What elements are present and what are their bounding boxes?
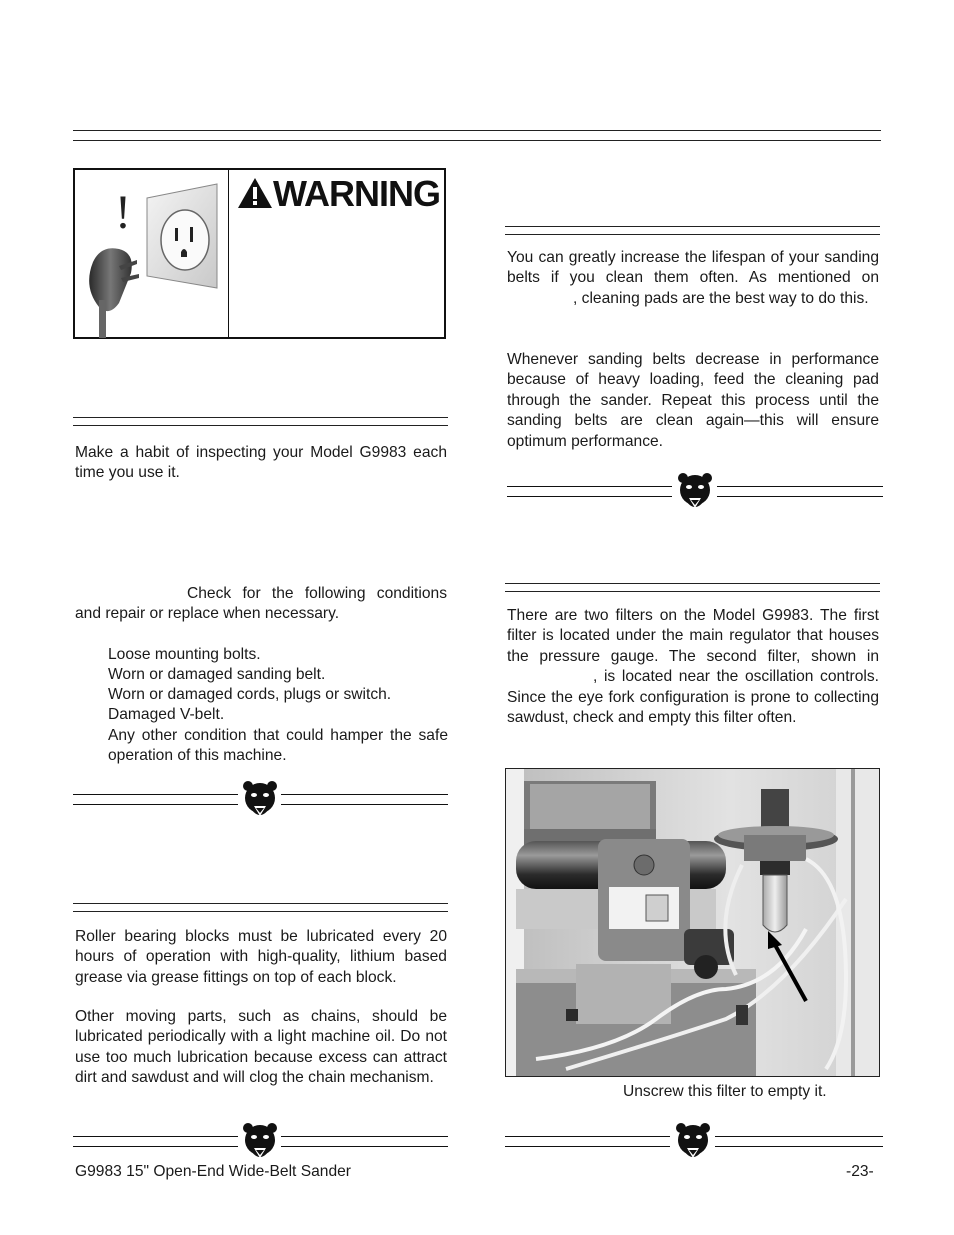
- filters-paragraph-b: , is located near the oscillation controls. Since the eye fork configuration is prone to collecting sawdust, check and empty this filter often.: [507, 668, 879, 727]
- right-section-rule-1-bottom: [505, 234, 880, 235]
- warning-triangle-icon: [237, 177, 273, 209]
- section-separator: [505, 472, 883, 512]
- header-rule-bottom: [73, 140, 881, 141]
- filters-paragraph-a: There are two filters on the Model G9983. The first filter is located under the main regulator that houses the pressure gauge. The second filter, shown in: [507, 607, 879, 665]
- belts-paragraph-1: [507, 248, 879, 309]
- left-section-rule-1-top: [73, 417, 448, 418]
- checklist-item: Loose mounting bolts.: [108, 646, 261, 663]
- checklist-item: Damaged V-belt.: [108, 706, 225, 723]
- check-paragraph-text: Check for the following conditions and repair or replace when necessary.: [75, 585, 447, 623]
- header-rule-top: [73, 130, 881, 131]
- left-section-rule-2-bottom: [73, 911, 448, 912]
- bear-logo-icon: [243, 1122, 277, 1162]
- plug-outlet-icon: [75, 170, 225, 338]
- check-paragraph: [75, 584, 447, 625]
- filter-photo-image: [506, 769, 879, 1076]
- warning-exclamation: !: [115, 186, 131, 239]
- section-separator: [505, 1122, 883, 1162]
- belts-paragraph-1-b: , cleaning pads are the best way to do this.: [573, 289, 869, 307]
- photo-caption: Unscrew this filter to empty it.: [623, 1083, 827, 1100]
- bear-logo-icon: [678, 472, 712, 512]
- footer-page-number: -23-: [846, 1163, 874, 1180]
- right-section-rule-2-bottom: [505, 591, 880, 592]
- footer-title: G9983 15" Open-End Wide-Belt Sander: [75, 1163, 351, 1180]
- warning-heading-text: WARNING: [273, 173, 440, 214]
- section-separator: [73, 780, 448, 820]
- warning-box: [73, 168, 446, 339]
- lubrication-paragraph-2: Other moving parts, such as chains, should be lubricated periodically with a light machine oil. Do not use too much lubrication because excess can attract dirt and sawdust and will clog the chain mechanism.: [75, 1008, 447, 1087]
- bear-logo-icon: [243, 780, 277, 820]
- warning-heading: [237, 173, 440, 215]
- checklist-item: Worn or damaged cords, plugs or switch.: [108, 686, 392, 703]
- filters-paragraph: [507, 606, 879, 728]
- filter-photo: [505, 768, 880, 1077]
- belts-paragraph-1-a: You can greatly increase the lifespan of your sanding belts if you clean them often. As mentioned on: [507, 249, 879, 287]
- checklist-item: Any other condition that could hamper the safe operation of this machine.: [108, 727, 448, 765]
- left-section-rule-2-top: [73, 903, 448, 904]
- inspection-paragraph: Make a habit of inspecting your Model G9983 each time you use it.: [75, 444, 447, 482]
- bear-logo-icon: [676, 1122, 710, 1162]
- warning-box-divider: [228, 170, 229, 337]
- checklist-item: Worn or damaged sanding belt.: [108, 666, 326, 683]
- left-section-rule-1-bottom: [73, 425, 448, 426]
- right-section-rule-2-top: [505, 583, 880, 584]
- belts-paragraph-2: Whenever sanding belts decrease in performance because of heavy loading, feed the cleaning pad through the sander. Repeat this process until the sanding belts are clean again—this will ensure optimum performance.: [507, 351, 879, 450]
- section-separator: [73, 1122, 448, 1162]
- right-section-rule-1-top: [505, 226, 880, 227]
- lubrication-paragraph-1: Roller bearing blocks must be lubricated every 20 hours of operation with high-quality, lithium based grease via grease fittings on top of each block.: [75, 928, 447, 986]
